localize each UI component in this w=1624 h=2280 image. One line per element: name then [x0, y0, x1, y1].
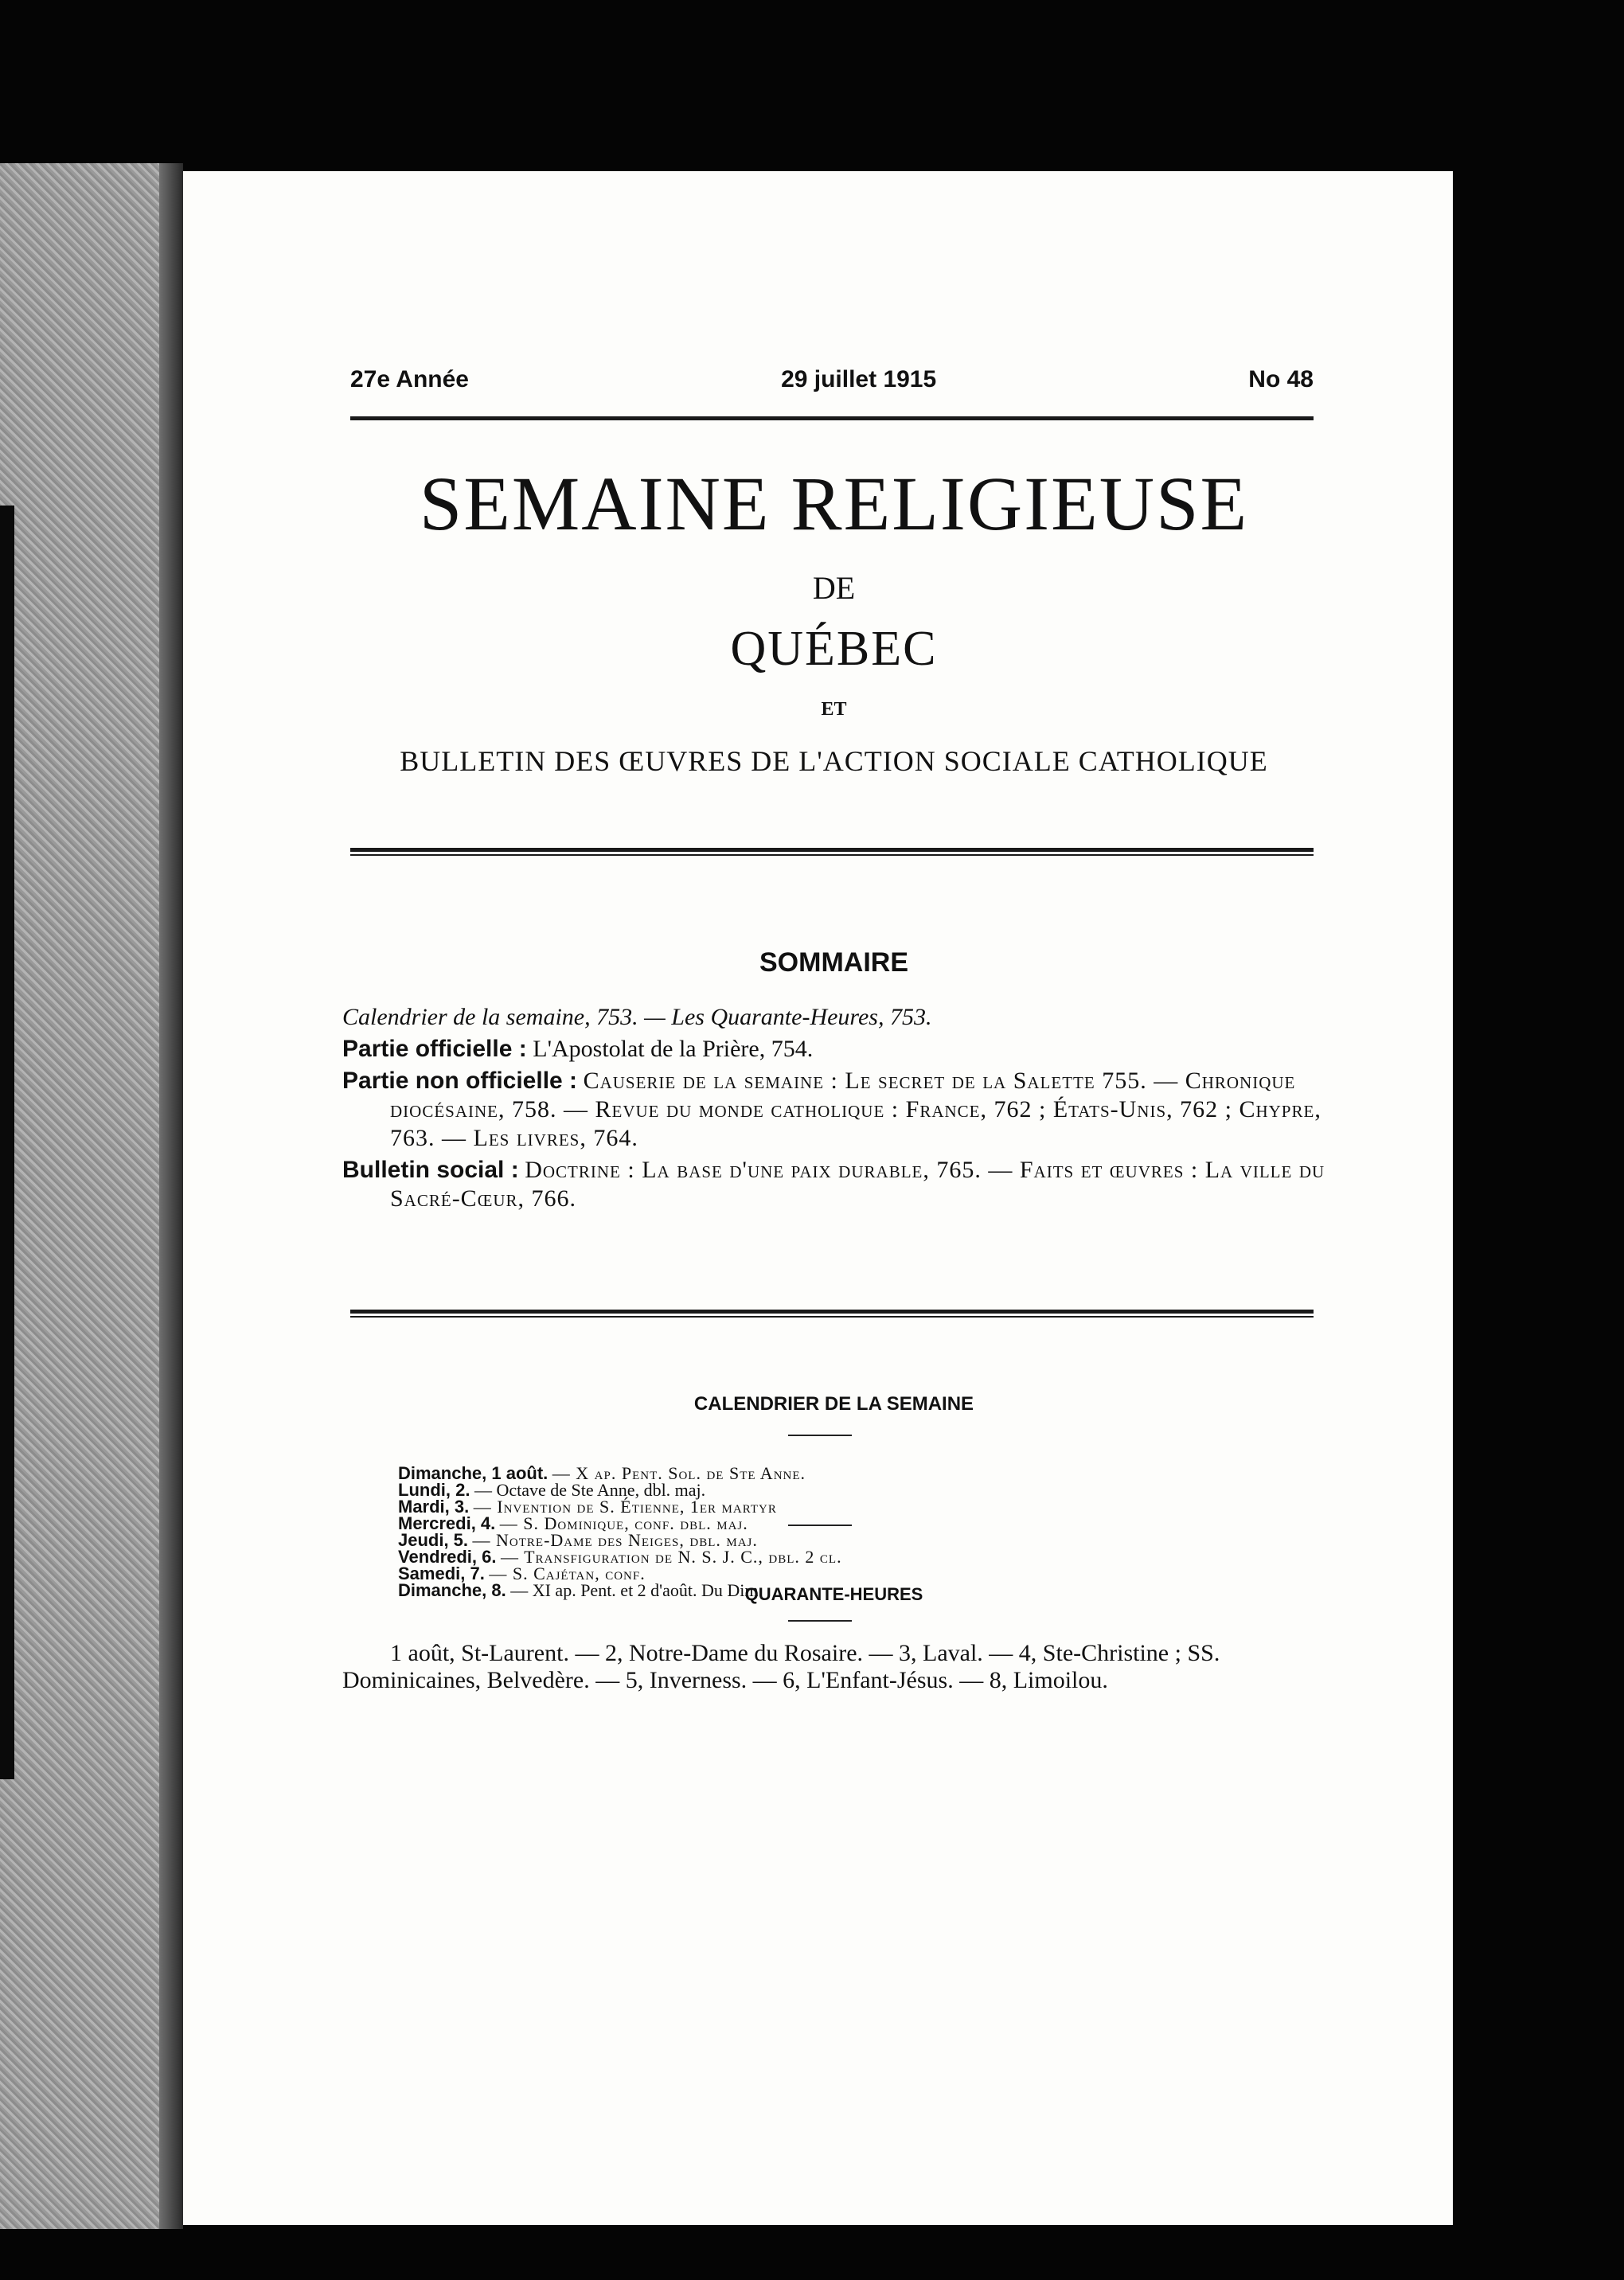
calendar-day: Samedi, 7. — [398, 1564, 485, 1583]
section-text: Causerie de la semaine : Le secret de la Salette 755. — Chronique diocésaine, 758. — Revue du monde catholique : France, 762 ; États-Unis, 762 ; Chypre, 763. — Les livres, 764. — [390, 1068, 1321, 1151]
header-rule — [350, 416, 1314, 420]
calendar-day: Dimanche, 1 août. — [398, 1463, 548, 1483]
calendar-day: Lundi, 2. — [398, 1480, 470, 1500]
masthead-city: QUÉBEC — [730, 622, 938, 676]
calendar-entry: — Octave de Ste Anne, dbl. maj. — [474, 1480, 706, 1500]
calendar-row — [398, 1565, 842, 1582]
masthead-rule — [350, 848, 1314, 852]
issue-number: No 48 — [1248, 366, 1314, 392]
section-label: Partie non officielle : — [342, 1068, 578, 1094]
calendar-row — [398, 1498, 842, 1515]
calendar-entry: — Invention de S. Étienne, 1er martyr — [473, 1497, 777, 1517]
calendar-day: Vendredi, 6. — [398, 1547, 497, 1567]
calendar-row — [398, 1532, 842, 1548]
calendar-day: Dimanche, 8. — [398, 1580, 506, 1600]
quarante-heures-divider — [788, 1620, 852, 1622]
section-label: Bulletin social : — [342, 1157, 519, 1183]
section-text: Doctrine : La base d'une paix durable, 765. — Faits et œuvres : La ville du Sacré-Cœur, 766. — [390, 1157, 1325, 1212]
spine-shadow — [0, 506, 14, 1779]
issue-date: 29 juillet 1915 — [781, 366, 937, 392]
calendar-divider-bottom — [788, 1525, 852, 1526]
sommaire-calendar-entry: Calendrier de la semaine, 753. — Les Quarante-Heures, 753. — [342, 1004, 932, 1030]
masthead-subtitle: BULLETIN DES ŒUVRES DE L'ACTION SOCIALE CATHOLIQUE — [400, 745, 1268, 777]
calendar-heading: CALENDRIER DE LA SEMAINE — [693, 1393, 974, 1415]
calendar-row — [398, 1548, 842, 1565]
masthead-de: DE — [812, 570, 856, 606]
calendar-entry: — XI ap. Pent. et 2 d'août. Du Dim. — [510, 1580, 763, 1600]
calendar-entry: — X ap. Pent. Sol. de Ste Anne. — [552, 1463, 806, 1483]
sommaire-line — [342, 1156, 1325, 1213]
sommaire-rule — [350, 1310, 1314, 1314]
calendar-row — [398, 1465, 842, 1482]
calendar-entry: — S. Cajétan, conf. — [489, 1564, 646, 1583]
sommaire-heading: SOMMAIRE — [759, 947, 908, 978]
calendar-day: Jeudi, 5. — [398, 1530, 469, 1550]
masthead-title: SEMAINE RELIGIEUSE — [419, 461, 1249, 546]
issue-header — [350, 366, 1314, 393]
sommaire-line — [342, 1003, 1325, 1032]
quarante-heures-heading: QUARANTE-HEURES — [744, 1584, 923, 1604]
calendar-row — [398, 1482, 842, 1498]
calendar-row — [398, 1515, 842, 1532]
book-spine — [0, 163, 159, 2229]
section-text: L'Apostolat de la Prière, 754. — [533, 1036, 814, 1062]
calendar-divider — [788, 1435, 852, 1436]
calendar-day: Mardi, 3. — [398, 1497, 470, 1517]
sommaire-rule-thin — [350, 1316, 1314, 1318]
calendar-entry: — Transfiguration de N. S. J. C., dbl. 2 cl. — [501, 1547, 842, 1567]
masthead-et: ET — [821, 699, 847, 720]
calendar-entry: — S. Dominique, conf. dbl. maj. — [499, 1513, 748, 1533]
calendar-day: Mercredi, 4. — [398, 1513, 496, 1533]
document-page — [183, 171, 1453, 2225]
calendar-list — [398, 1465, 842, 1599]
masthead-rule-thin — [350, 854, 1314, 856]
sommaire-list — [342, 1003, 1325, 1216]
section-label: Partie officielle : — [342, 1036, 527, 1062]
sommaire-line — [342, 1035, 1325, 1064]
quarante-heures-text: 1 août, St-Laurent. — 2, Notre-Dame du Rosaire. — 3, Laval. — 4, Ste-Christine ; SS. Dominicaines, Belvedère. — 5, Inverness. — 6, L'Enfant-Jésus. — 8, Limoilou. — [342, 1640, 1220, 1693]
calendar-entry: — Notre-Dame des Neiges, dbl. maj. — [472, 1530, 758, 1550]
issue-year: 27e Année — [350, 366, 469, 392]
sommaire-line — [342, 1067, 1325, 1153]
page-gutter — [159, 163, 183, 2229]
